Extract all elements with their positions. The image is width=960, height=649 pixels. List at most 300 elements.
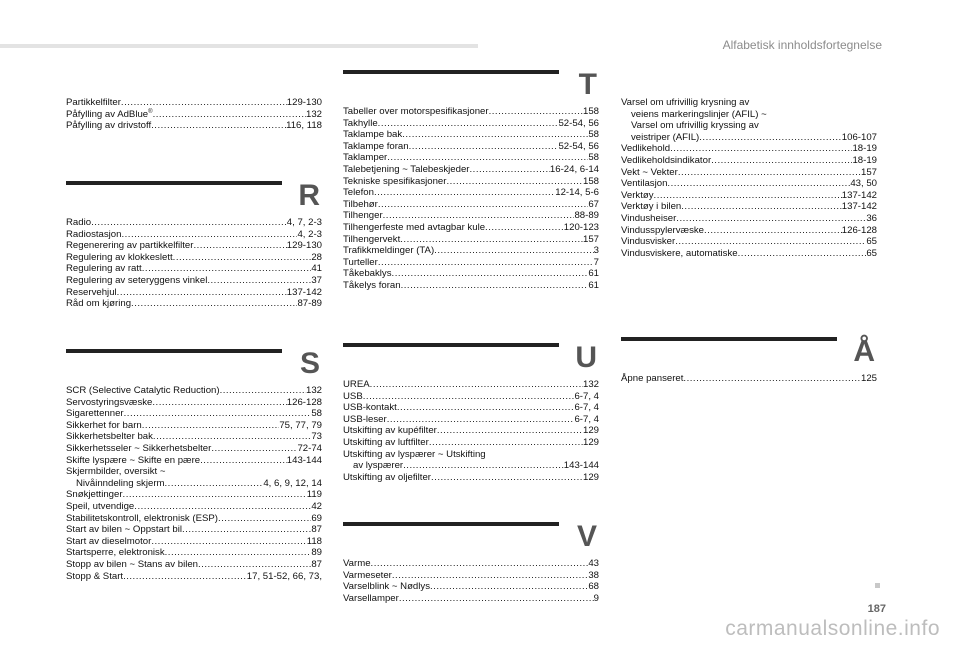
index-column-3 (621, 0, 877, 649)
entry-term-text: Utskifting av oljefilter (343, 471, 431, 483)
entry-term-text: USB (343, 390, 363, 402)
index-entry (343, 472, 599, 484)
entry-term-text: Vindusspylervæske (621, 224, 705, 236)
entry-term-text: Vindusheiser (621, 212, 677, 224)
index-entry (621, 190, 877, 202)
index-entry (66, 420, 322, 432)
entry-term (343, 268, 392, 280)
entry-term (621, 373, 683, 385)
entry-term-text: Regulering av klokkeslett (66, 251, 173, 263)
entry-term-text: Takhylle (343, 117, 378, 129)
entry-term-text: Regenerering av partikkelfilter (66, 240, 194, 252)
entry-term (66, 431, 153, 443)
index-entry (66, 571, 322, 583)
dot-leader (117, 287, 287, 299)
index-entry (66, 298, 322, 310)
index-entry (343, 118, 599, 130)
entry-list (621, 373, 877, 385)
index-entry (343, 176, 599, 188)
entry-term (66, 513, 218, 525)
entry-term (621, 155, 711, 167)
entry-pages: 87 (311, 524, 322, 536)
page-marker (875, 583, 880, 588)
entry-term-text: Verktøy (621, 189, 654, 201)
index-entry (621, 248, 877, 260)
entry-pages: 132 (305, 108, 322, 120)
entry-term-text: Tilhengerfeste med avtagbar kule (343, 221, 486, 233)
entry-term-text: Talebetjening ~ Talebeskjeder (343, 163, 470, 175)
entry-term (66, 252, 173, 264)
dot-leader (738, 248, 867, 260)
entry-pages: 65 (866, 247, 877, 259)
dot-leader (123, 571, 247, 583)
entry-term (66, 397, 152, 409)
index-entry (343, 245, 599, 257)
entry-pages: 58 (311, 408, 322, 420)
entry-term-text: av lyspærer (353, 460, 404, 472)
dot-leader (429, 437, 583, 449)
entry-term-text: Varmeseter (343, 569, 392, 581)
entry-term (343, 402, 397, 414)
entry-term (343, 118, 378, 130)
index-entry (343, 257, 599, 269)
entry-term (343, 425, 437, 437)
entry-term (343, 164, 470, 176)
dot-leader (124, 408, 312, 420)
entry-term-text: Taklamper (343, 152, 388, 164)
entry-term (66, 559, 198, 571)
dot-leader (123, 489, 307, 501)
entry-pages: 16-24, 6-14 (549, 163, 599, 175)
entry-pages: 17, 51-52, 66, 73, (246, 570, 322, 582)
dot-leader (681, 201, 842, 213)
entry-term-text: Sikkerhet for barn (66, 419, 142, 431)
entry-term-text: Skifte lyspære ~ Skifte en pære (66, 454, 201, 466)
entry-term (343, 593, 399, 605)
dot-leader (409, 141, 559, 153)
index-entry: Skjermbilder, oversikt ~ (66, 466, 166, 478)
entry-term-text: Trafikkmeldinger (TA) (343, 245, 435, 257)
entry-pages: 75, 77, 79 (279, 419, 322, 431)
entry-pages: 126-128 (841, 224, 877, 236)
entry-pages: 41 (311, 263, 322, 275)
entry-pages: 3 (593, 245, 599, 257)
entry-pages: 72-74 (297, 442, 322, 454)
entry-pages: 65 (866, 236, 877, 248)
entry-term (343, 379, 370, 391)
entry-term (66, 501, 134, 513)
dot-leader (699, 132, 842, 144)
index-entry (343, 164, 599, 176)
entry-pages: 61 (588, 268, 599, 280)
section-v (343, 522, 599, 604)
entry-term (66, 263, 142, 275)
dot-leader (430, 581, 588, 593)
entry-term-text: Tåkebaklys (343, 268, 392, 280)
index-entry (621, 213, 877, 225)
dot-leader (675, 236, 866, 248)
entry-term-text: veistriper (AFIL) (631, 131, 700, 143)
entry-term-text: Taklampe bak (343, 129, 403, 141)
entry-term-text: Tilhengervekt (343, 233, 401, 245)
entry-term (66, 298, 131, 310)
index-entry (343, 141, 599, 153)
entry-term (66, 240, 193, 252)
index-entry: veiens markeringslinjer (AFIL) ~ (631, 108, 767, 120)
entry-term-text: SCR (Selective Catalytic Reduction) (66, 385, 220, 396)
entry-term-text: Sikkerhetsbelter bak (66, 431, 153, 443)
entry-term-text: Tabeller over motorspesifikasjoner (343, 106, 489, 117)
entry-pages: 129-130 (286, 97, 322, 108)
index-entry (621, 236, 877, 248)
section-r (66, 181, 322, 310)
entry-term-text: Vedlikehold (621, 143, 671, 155)
index-entry (66, 489, 322, 501)
entry-pages: 58 (588, 129, 599, 141)
index-entry (66, 287, 322, 299)
dot-leader (91, 217, 287, 229)
entry-term-text: Varme (343, 558, 371, 569)
index-entry: Varsel om ufrivillig krysning av (621, 97, 750, 108)
section-letter: U (575, 341, 597, 374)
entry-term (66, 408, 124, 420)
entry-term (343, 414, 387, 426)
dot-leader (182, 524, 311, 536)
section-t (343, 70, 599, 292)
dot-leader (489, 106, 583, 118)
entry-pages: 6-7, 4 (574, 390, 599, 402)
index-entry (343, 152, 599, 164)
entry-pages: 4, 6, 9, 12, 14 (263, 477, 322, 489)
entry-pages: 137-142 (286, 286, 322, 298)
index-entry (343, 593, 599, 605)
entry-term (66, 455, 200, 467)
section-aa (621, 337, 877, 385)
index-entry (343, 425, 599, 437)
dot-leader (378, 118, 559, 130)
entry-term-text: Påfylling av AdBlue (66, 108, 149, 120)
index-entry (66, 275, 322, 287)
entry-term-text: Taklampe foran (343, 140, 409, 152)
index-entry (66, 263, 322, 275)
entry-term (66, 385, 220, 397)
entry-term-text: Tilbehør (343, 198, 378, 210)
dot-leader (485, 222, 564, 234)
entry-pages: 18-19 (852, 154, 877, 166)
entry-term (66, 217, 91, 229)
entry-pages: 52-54, 56 (558, 117, 599, 129)
dot-leader (370, 379, 583, 391)
index-entry (66, 513, 322, 525)
entry-pages: 18-19 (852, 143, 877, 155)
dot-leader (383, 210, 575, 222)
entry-term-text: Stopp & Start (66, 570, 124, 582)
dot-leader (470, 164, 550, 176)
entry-pages: 43, 50 (850, 178, 877, 190)
entry-term (621, 132, 699, 144)
entry-term-text: Start av dieselmotor (66, 535, 152, 547)
index-entry (343, 570, 599, 582)
entry-pages: 116, 118 (286, 120, 322, 132)
entry-pages: 9 (593, 592, 599, 604)
entry-term-text: Radiostasjon (66, 228, 122, 240)
section-letter: Å (853, 335, 875, 368)
entry-term-text: Stabilitetskontroll, elektronisk (ESP) (66, 512, 218, 524)
dot-leader (218, 513, 311, 525)
entry-pages: 67 (588, 198, 599, 210)
section-letter: T (578, 68, 597, 101)
entry-list (66, 217, 322, 310)
entry-pages: 12-14, 5-6 (555, 187, 599, 199)
index-entry (343, 402, 599, 414)
entry-pages: 132 (582, 379, 599, 390)
index-entry: Utskifting av lyspærer ~ Utskifting (343, 448, 486, 460)
dot-leader (374, 187, 555, 199)
index-entry (343, 268, 599, 280)
dot-leader (446, 176, 583, 188)
entry-pages: 89 (311, 547, 322, 559)
index-entry (343, 222, 599, 234)
dot-leader (400, 234, 583, 246)
index-entry (343, 391, 599, 403)
entry-pages: 68 (588, 581, 599, 593)
entry-term-text: Nivåinndeling skjerm (76, 477, 165, 489)
entry-term (66, 420, 142, 432)
section-letter: V (576, 520, 597, 553)
dot-leader (654, 190, 842, 202)
entry-term (66, 275, 207, 287)
section-letter: S (299, 347, 320, 380)
entry-term (343, 581, 430, 593)
entry-pages: 120-123 (563, 221, 599, 233)
index-entry (343, 106, 599, 118)
entry-list (343, 379, 599, 483)
index-entry (621, 373, 877, 385)
watermark-text: carmanualsonline.info (725, 617, 940, 640)
dot-leader (153, 109, 306, 121)
section-u (343, 343, 599, 483)
entry-term-text: Vindusviskere, automatiske (621, 247, 738, 259)
entry-term-text: Verktøy i bilen (621, 201, 682, 213)
index-entry (66, 217, 322, 229)
entry-term (343, 460, 403, 472)
entry-pages: 61 (588, 279, 599, 291)
entry-term (343, 176, 446, 188)
entry-pages: 137-142 (841, 189, 877, 201)
entry-pages: 143-144 (563, 460, 599, 472)
dot-leader (431, 472, 583, 484)
dot-leader (151, 120, 286, 132)
entry-pages: 137-142 (841, 201, 877, 213)
entry-term (343, 558, 371, 570)
entry-pages: 37 (311, 274, 322, 286)
dot-leader (399, 593, 594, 605)
entry-list (621, 97, 877, 259)
index-entry (66, 431, 322, 443)
index-entry (621, 178, 877, 190)
entry-term (66, 536, 151, 548)
entry-term (66, 478, 165, 490)
dot-leader (403, 460, 564, 472)
index-entry (66, 385, 322, 397)
index-entry (66, 536, 322, 548)
entry-pages: 125 (860, 373, 877, 384)
entry-pages: 87 (311, 558, 322, 570)
index-entry (66, 408, 322, 420)
dot-leader (387, 414, 575, 426)
entry-term (66, 489, 123, 501)
entry-term-text: Turteller (343, 256, 378, 268)
entry-term (343, 280, 401, 292)
entry-term (621, 143, 670, 155)
entry-term-text: Påfylling av drivstoff (66, 120, 152, 132)
entry-term (343, 129, 402, 141)
dot-leader (363, 391, 575, 403)
section-p (66, 97, 322, 132)
index-entry (621, 225, 877, 237)
dot-leader (683, 373, 861, 385)
dot-leader (198, 559, 311, 571)
entry-pages: 42 (311, 500, 322, 512)
index-entry (621, 132, 877, 144)
entry-term (66, 109, 153, 121)
entry-list (343, 106, 599, 292)
dot-leader (397, 402, 575, 414)
dot-leader (670, 143, 852, 155)
entry-pages: 132 (305, 385, 322, 396)
entry-pages: 143-144 (286, 454, 322, 466)
index-entry (66, 240, 322, 252)
entry-pages: 38 (588, 569, 599, 581)
index-entry (66, 559, 322, 571)
index-entry (343, 379, 599, 391)
dot-leader (165, 478, 264, 490)
entry-pages: 129 (582, 425, 599, 437)
entry-pages: 7 (593, 256, 599, 268)
index-entry (621, 201, 877, 213)
entry-term-text: Servostyringsvæske (66, 396, 153, 408)
entry-pages: 118 (306, 535, 322, 547)
index-entry (66, 229, 322, 241)
entry-term-text: UREA (343, 379, 370, 390)
entry-term (343, 234, 400, 246)
entry-term-text: Reservehjul (66, 286, 117, 298)
entry-pages: 4, 7, 2-3 (286, 217, 322, 228)
section-v-continued (621, 97, 877, 259)
entry-term (343, 570, 392, 582)
index-entry (343, 414, 599, 426)
index-column-2 (343, 0, 599, 649)
dot-leader (371, 558, 589, 570)
entry-list (66, 97, 322, 132)
entry-term (621, 178, 667, 190)
entry-pages: 36 (866, 212, 877, 224)
dot-leader (676, 213, 866, 225)
entry-term-text: Speil, utvendige (66, 500, 135, 512)
entry-pages: 129 (582, 471, 599, 483)
entry-term (621, 213, 676, 225)
dot-leader (121, 229, 297, 241)
entry-term (66, 120, 151, 132)
entry-term-text: Tekniske spesifikasjoner (343, 175, 447, 187)
entry-term (343, 210, 383, 222)
index-entry (66, 97, 322, 109)
entry-pages: 158 (582, 106, 599, 117)
entry-term (66, 97, 121, 109)
entry-term-text: Tåkelys foran (343, 279, 401, 291)
entry-pages: 129 (582, 436, 599, 448)
dot-leader (134, 501, 311, 513)
dot-leader (434, 245, 594, 257)
index-entry (343, 199, 599, 211)
entry-pages: 69 (311, 512, 322, 524)
entry-term (621, 201, 681, 213)
entry-term-text: USB-kontakt (343, 402, 397, 414)
index-entry (66, 109, 322, 121)
dot-leader (131, 298, 297, 310)
index-entry (66, 501, 322, 513)
index-entry (343, 187, 599, 199)
entry-term-text: Sikkerhetsseler ~ Sikkerhetsbelter (66, 442, 212, 454)
dot-leader (378, 199, 588, 211)
entry-pages: 87-89 (297, 298, 322, 310)
entry-term-text: Regulering av seteryggens vinkel (66, 274, 208, 286)
index-entry (66, 524, 322, 536)
index-entry (621, 167, 877, 179)
dot-leader (151, 536, 306, 548)
entry-term (343, 245, 434, 257)
dot-leader (165, 547, 312, 559)
index-entry: Varsel om ufrivillig kryssing av (631, 120, 759, 132)
entry-pages: 58 (588, 152, 599, 164)
dot-leader (142, 420, 280, 432)
entry-term (66, 547, 165, 559)
dot-leader (392, 570, 588, 582)
entry-pages: 129-130 (286, 240, 322, 252)
index-entry (66, 443, 322, 455)
entry-pages: 28 (311, 251, 322, 263)
entry-term-text: Utskifting av luftfilter (343, 436, 429, 448)
entry-term (343, 141, 409, 153)
entry-term-text: Vindusvisker (621, 236, 676, 248)
entry-term (343, 199, 378, 211)
entry-term (343, 257, 378, 269)
dot-leader (220, 385, 306, 397)
entry-term-text: Stopp av bilen ~ Stans av bilen (66, 558, 199, 570)
entry-term-text: Åpne panseret (621, 373, 684, 384)
dot-leader (392, 268, 589, 280)
dot-leader (387, 152, 588, 164)
entry-term-text: Snøkjettinger (66, 489, 123, 501)
page-number: 187 (867, 603, 886, 615)
dot-leader (153, 431, 311, 443)
dot-leader (207, 275, 311, 287)
entry-term-text: Sigarettenner (66, 408, 124, 420)
entry-term (343, 472, 431, 484)
dot-leader (678, 167, 861, 179)
entry-term (343, 106, 489, 118)
entry-term (343, 222, 485, 234)
entry-term (66, 229, 121, 241)
entry-term (66, 287, 117, 299)
entry-pages: 52-54, 56 (558, 140, 599, 152)
entry-pages: 158 (582, 175, 599, 187)
entry-term (621, 248, 738, 260)
entry-pages: 6-7, 4 (574, 402, 599, 414)
page-header: Alfabetisk innholdsfortegnelse (722, 38, 882, 52)
entry-term (343, 437, 429, 449)
dot-leader (193, 240, 286, 252)
